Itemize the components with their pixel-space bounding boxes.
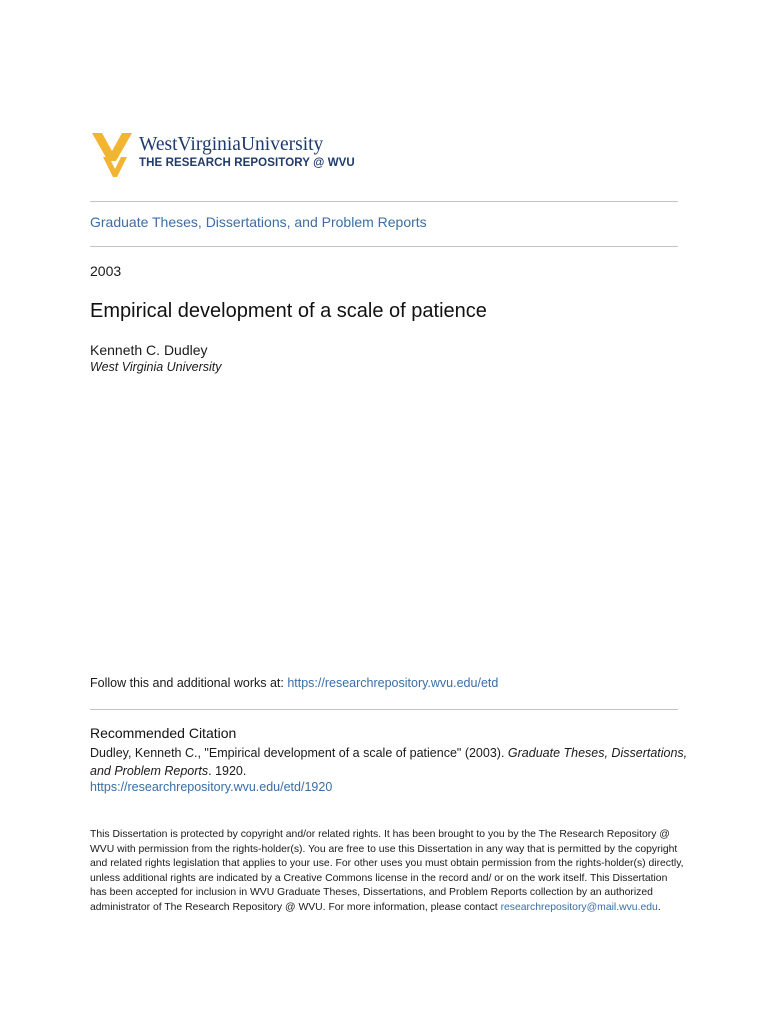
contact-email-link[interactable]: researchrepository@mail.wvu.edu [500, 901, 658, 913]
author-affiliation: West Virginia University [90, 360, 222, 374]
divider [90, 709, 678, 710]
citation-part-1: Dudley, Kenneth C., "Empirical development of a scale of patience" (2003). [90, 746, 508, 760]
citation-text [90, 744, 690, 780]
author-name: Kenneth C. Dudley [90, 342, 208, 358]
copyright-notice [90, 828, 685, 916]
divider [90, 201, 678, 202]
logo-subtitle: THE RESEARCH REPOSITORY @ WVU [139, 157, 355, 169]
divider [90, 246, 678, 247]
citation-link[interactable]: https://researchrepository.wvu.edu/etd/1920 [90, 780, 333, 794]
document-title: Empirical development of a scale of patience [90, 300, 487, 322]
collection-link[interactable]: Graduate Theses, Dissertations, and Problem Reports [90, 214, 427, 230]
wvu-logo-icon [92, 133, 138, 177]
citation-collection: Graduate Theses, Dissertations, and Problem Reports [90, 746, 688, 778]
citation-heading: Recommended Citation [90, 725, 237, 741]
notice-end: . [657, 901, 661, 913]
follow-line [90, 676, 498, 690]
logo-university-name: WestVirginiaUniversity [139, 134, 324, 155]
follow-link[interactable]: https://researchrepository.wvu.edu/etd [287, 676, 499, 690]
publication-year: 2003 [90, 263, 122, 279]
follow-text: Follow this and additional works at: [90, 676, 288, 690]
citation-part-3: . 1920. [208, 764, 247, 778]
notice-text: This Dissertation is protected by copyright and/or related rights. It has been brought to you by the The Research Repository @ WVU with permission from the rights-holder(s). You are free to use this Dissertation in any way that is permitted by the copyright and related rights legislation that applies to your use. For other uses you must obtain permission from the rights-holder(s) directly, unless additional rights are indicated by a Creative Commons license in the record and/ or on the work itself. This Dissertation has been accepted for inclusion in WVU Graduate Theses, Dissertations, and Problem Reports collection by an authorized administrator of The Research Repository @ WVU. For more information, please contact [90, 829, 684, 913]
